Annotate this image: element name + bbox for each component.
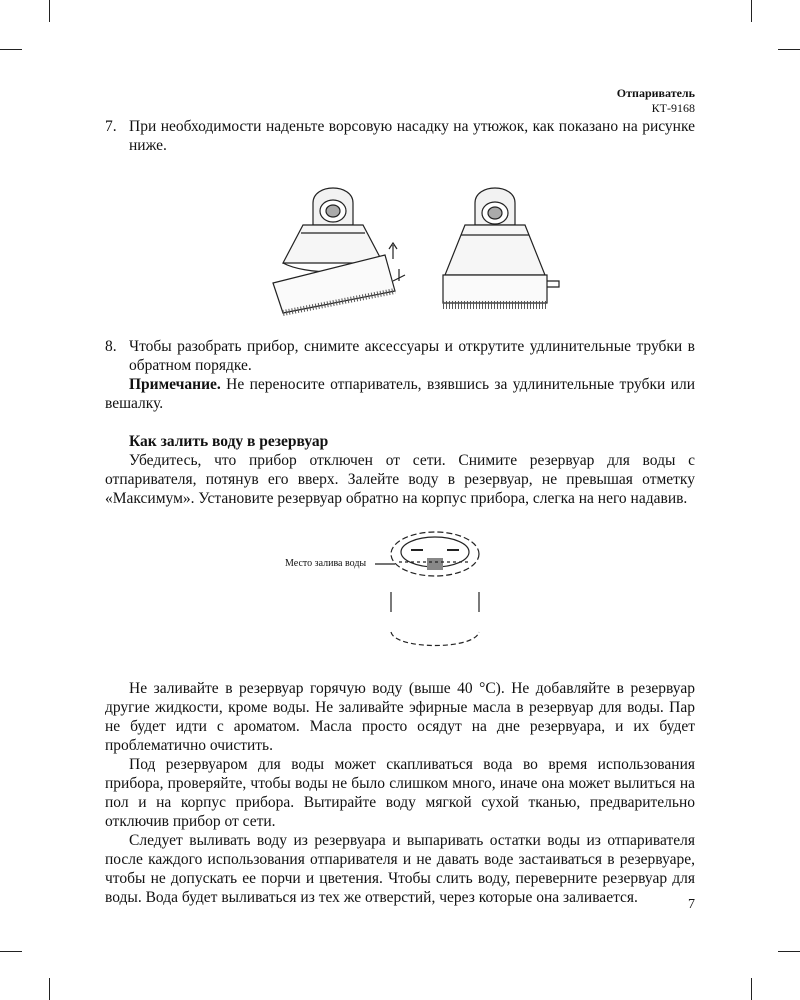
- crop-mark: [0, 49, 22, 50]
- crop-mark: [778, 49, 800, 50]
- step-text: Чтобы разобрать прибор, снимите аксессуары и открутите удлинительные трубки в обратном порядке.: [129, 338, 695, 374]
- water-tank-illustration: [375, 522, 495, 667]
- section-intro: Убедитесь, что прибор отключен от сети. Снимите резервуар для воды с отпаривателя, потянув его вверх. Залейте воду в резервуар, не превышая отметку «Максимум». Установите резервуар обратно на корпус прибора, слегка на него надавив.: [105, 452, 695, 507]
- steamer-brush-attached-illustration: [435, 163, 565, 331]
- crop-mark: [778, 951, 800, 952]
- page-header: [617, 86, 695, 116]
- crop-mark: [49, 0, 50, 22]
- water-tank-figure: [105, 522, 695, 667]
- crop-mark: [751, 0, 752, 22]
- crop-mark: [49, 978, 50, 1000]
- body-paragraph: Не заливайте в резервуар горячую воду (выше 40 °С). Не добавляйте в резервуар другие жидкости, кроме воды. Не заливайте эфирные масла в резервуар для воды. Пар не будет идти с ароматом. Масла просто осядут на дне резервуара, и их будет проблематично очистить.: [105, 680, 695, 754]
- step-number: 8.: [105, 338, 117, 355]
- tank-fill-label: Место залива воды: [285, 558, 367, 569]
- body-paragraph: Следует выливать воду из резервуара и выпаривать остатки воды из отпаривателя после каждого использования отпаривателя и не давать воде застаиваться в резервуаре, чтобы не допускать ее порчи и цветения. Чтобы слить воду, переверните резервуар для воды. Вода будет выливаться из тех же отверстий, через которые она заливается.: [105, 832, 695, 906]
- steamer-brush-attaching-illustration: [265, 163, 415, 331]
- header-model: КТ-9168: [651, 101, 695, 115]
- step-text: При необходимости наденьте ворсовую насадку на утюжок, как показано на рисунке ниже.: [129, 118, 695, 154]
- step-8: [105, 337, 695, 375]
- note-paragraph: [105, 375, 695, 413]
- page-number: 7: [688, 897, 695, 912]
- section-heading: Как залить воду в резервуар: [129, 433, 329, 450]
- crop-mark: [0, 951, 22, 952]
- note-label: Примечание.: [129, 376, 221, 393]
- crop-mark: [751, 978, 752, 1000]
- step-number: 7.: [105, 118, 117, 135]
- body-paragraph: Под резервуаром для воды может скапливаться вода во время использования прибора, проверяйте, чтобы воды не было слишком много, иначе она может вылиться на пол и на корпус прибора. Вытирайте воду мягкой сухой тканью, предварительно отключив прибор от сети.: [105, 756, 695, 830]
- note-text: Не переносите отпариватель, взявшись за удлинительные трубки или вешалку.: [105, 376, 695, 412]
- page-content: [105, 117, 695, 907]
- header-product: Отпариватель: [616, 86, 695, 100]
- step-7: [105, 117, 695, 155]
- brush-attachment-figures: [105, 163, 695, 331]
